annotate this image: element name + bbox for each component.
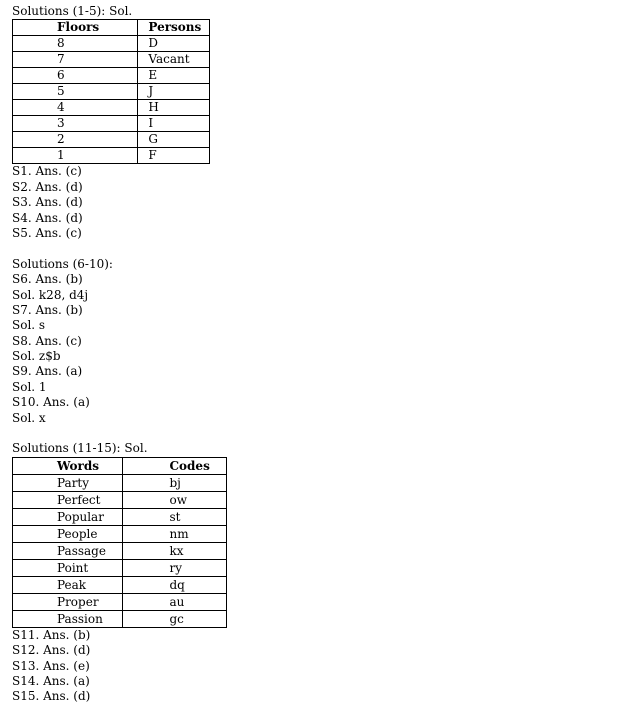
answer-line: S14. Ans. (a): [12, 673, 90, 688]
solution-line: S7. Ans. (b): [12, 302, 83, 317]
person-cell: F: [138, 148, 210, 164]
code-cell: dq: [123, 576, 227, 593]
floor-cell: 1: [13, 148, 138, 164]
person-cell: D: [138, 36, 210, 52]
solution-line: Sol. z$b: [12, 349, 61, 364]
table-row: [13, 542, 227, 559]
table-header-row: [13, 457, 227, 474]
word-cell: Party: [13, 474, 123, 491]
answer-line: S11. Ans. (b): [12, 627, 91, 642]
table-row: [13, 116, 210, 132]
word-cell: People: [13, 525, 123, 542]
person-cell: G: [138, 132, 210, 148]
word-cell: Passage: [13, 542, 123, 559]
section-1-heading: Solutions (1-5): Sol.: [12, 4, 133, 18]
code-cell: nm: [123, 525, 227, 542]
table-header-row: [13, 20, 210, 36]
person-cell: J: [138, 84, 210, 100]
answer-line: S2. Ans. (d): [12, 179, 83, 194]
floors-persons-table: [12, 19, 210, 164]
answer-line: S15. Ans. (d): [12, 689, 91, 704]
code-cell: ry: [123, 559, 227, 576]
table-row: [13, 148, 210, 164]
table-row: [13, 474, 227, 491]
word-cell: Popular: [13, 508, 123, 525]
answer-line: S1. Ans. (c): [12, 164, 82, 179]
floor-cell: 7: [13, 52, 138, 68]
solution-line: S6. Ans. (b): [12, 272, 83, 287]
table-row: [13, 525, 227, 542]
table-row: [13, 491, 227, 508]
person-cell: E: [138, 68, 210, 84]
code-cell: bj: [123, 474, 227, 491]
word-cell: Proper: [13, 593, 123, 610]
section-spacer: [12, 426, 632, 441]
person-cell: H: [138, 100, 210, 116]
solution-line: S9. Ans. (a): [12, 364, 83, 379]
answer-line: S5. Ans. (c): [12, 225, 82, 240]
solutions-document: [12, 4, 632, 705]
floor-cell: 2: [13, 132, 138, 148]
table-row: [13, 36, 210, 52]
solution-line: Sol. k28, d4j: [12, 287, 89, 302]
section-spacer: [12, 241, 632, 256]
floor-cell: 6: [13, 68, 138, 84]
code-cell: gc: [123, 610, 227, 627]
solution-line: S8. Ans. (c): [12, 333, 82, 348]
person-cell: Vacant: [138, 52, 210, 68]
floor-cell: 8: [13, 36, 138, 52]
code-cell: kx: [123, 542, 227, 559]
floor-cell: 3: [13, 116, 138, 132]
code-cell: st: [123, 508, 227, 525]
word-cell: Peak: [13, 576, 123, 593]
words-codes-table: [12, 457, 227, 628]
code-cell: au: [123, 593, 227, 610]
code-cell: ow: [123, 491, 227, 508]
section-3-heading: Solutions (11-15): Sol.: [12, 441, 148, 456]
solution-line: Sol. x: [12, 410, 46, 425]
table-row: [13, 100, 210, 116]
solution-line: Sol. 1: [12, 379, 47, 394]
person-cell: I: [138, 116, 210, 132]
table-row: [13, 52, 210, 68]
solution-line: Sol. s: [12, 318, 46, 333]
table-row: [13, 559, 227, 576]
section-2-heading: Solutions (6-10):: [12, 256, 113, 271]
table-row: [13, 132, 210, 148]
answer-line: S3. Ans. (d): [12, 195, 83, 210]
table-row: [13, 610, 227, 627]
floors-header: Floors: [13, 20, 138, 36]
answer-line: S12. Ans. (d): [12, 643, 91, 658]
table-row: [13, 84, 210, 100]
table-row: [13, 508, 227, 525]
table-row: [13, 593, 227, 610]
answer-line: S13. Ans. (e): [12, 658, 90, 673]
codes-header: Codes: [123, 457, 227, 474]
solution-line: S10. Ans. (a): [12, 395, 90, 410]
persons-header: Persons: [138, 20, 210, 36]
words-header: Words: [13, 457, 123, 474]
table-row: [13, 576, 227, 593]
word-cell: Perfect: [13, 491, 123, 508]
word-cell: Point: [13, 559, 123, 576]
floor-cell: 5: [13, 84, 138, 100]
word-cell: Passion: [13, 610, 123, 627]
table-row: [13, 68, 210, 84]
answer-line: S4. Ans. (d): [12, 210, 83, 225]
floor-cell: 4: [13, 100, 138, 116]
